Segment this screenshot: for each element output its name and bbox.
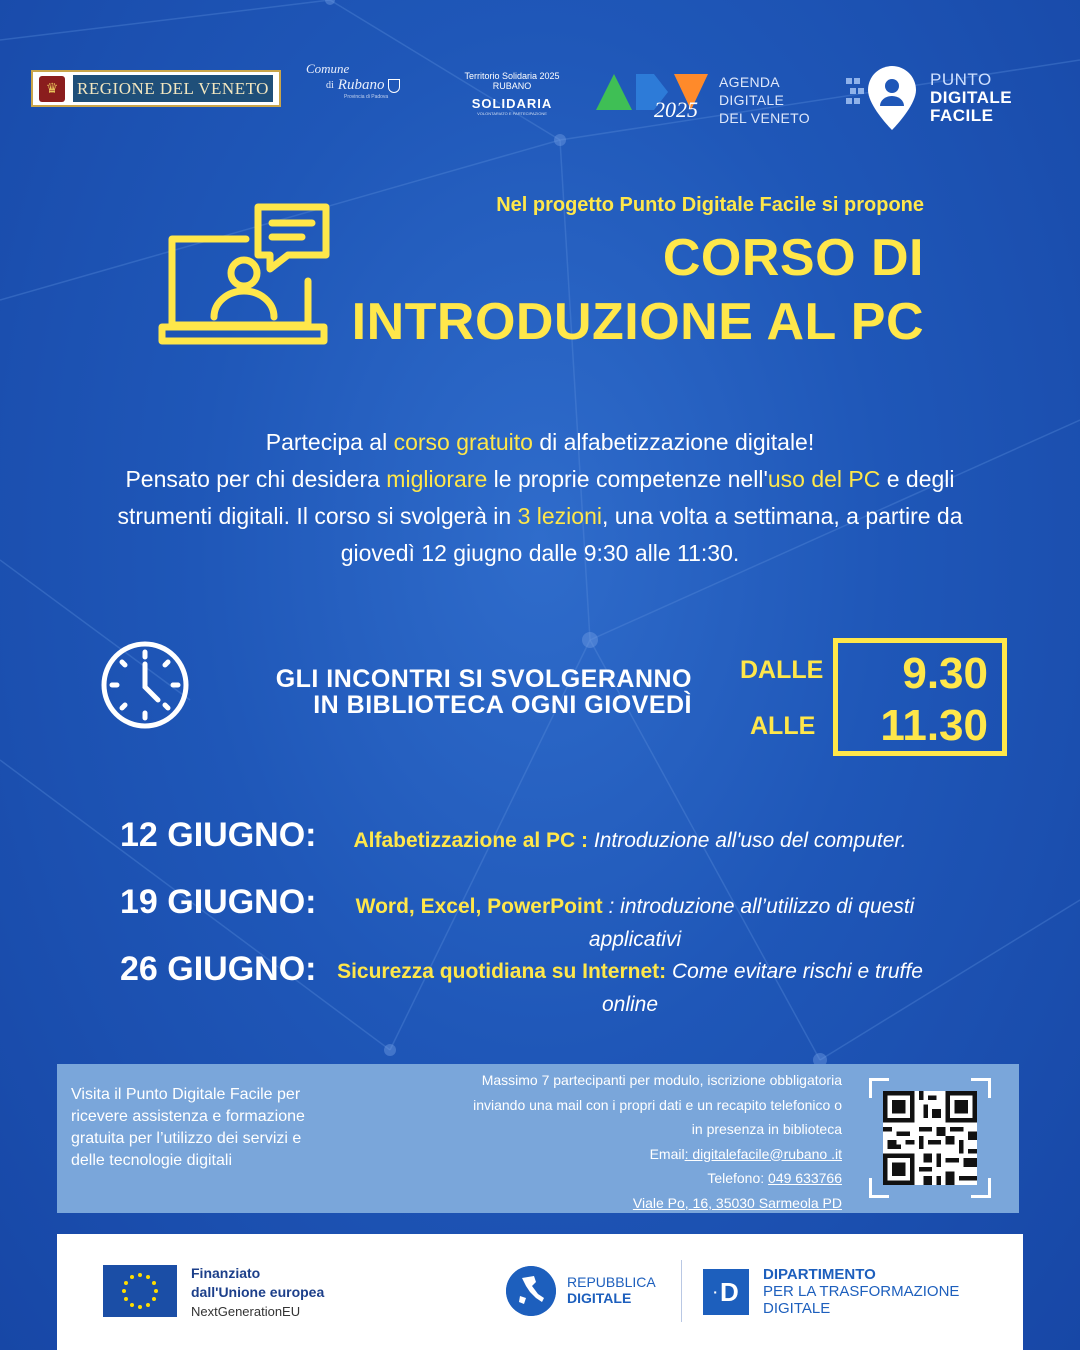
info-line-3: in presenza in biblioteca [691, 1121, 842, 1137]
title-line-2: INTRODUZIONE AL PC [351, 293, 924, 351]
pdf-text [930, 71, 1012, 125]
pdf-line-1: PUNTO [930, 70, 992, 89]
lesson-name: Word, Excel, PowerPoint [355, 895, 603, 918]
pdf-line-2: DIGITALE [930, 88, 1013, 107]
info-line-2: inviando una mail con i propri dati e un recapito telefonico o [473, 1096, 842, 1113]
rubano-logo-name: Rubano [337, 77, 385, 93]
eu-line-2: dall'Unione europea [191, 1284, 325, 1300]
adv-line-1: AGENDA [719, 74, 780, 90]
phone-label: Telefono: [707, 1170, 769, 1186]
email-link[interactable]: : digitalefacile@rubano .it [684, 1145, 842, 1162]
intro-text: strumenti digitali. Il corso si svolgerà in [117, 503, 518, 529]
eu-funding-text [191, 1264, 324, 1321]
dip-line-2: PER LA TRASFORMAZIONE [763, 1283, 960, 1300]
eu-line-3: NextGenerationEU [191, 1304, 301, 1319]
rubano-shield-icon [388, 79, 400, 93]
intro-line-3 [50, 498, 1030, 535]
location-person-icon [842, 64, 922, 134]
comune-rubano-logo [306, 63, 426, 113]
from-time: 9.30 [902, 649, 988, 698]
lesson-separator: : [575, 829, 594, 852]
lesson-description [320, 955, 940, 1021]
dipartimento-text [763, 1266, 959, 1317]
intro-line-4: giovedì 12 giugno dalle 9:30 alle 11:30. [340, 540, 740, 566]
intro-text: Partecipa al [265, 429, 394, 455]
dipartimento-logo-icon: · D [703, 1269, 749, 1315]
phone-link[interactable]: 049 633766 [768, 1170, 842, 1186]
adv-line-3: DEL VENETO [719, 110, 810, 126]
adv-year: 2025 [654, 97, 698, 122]
pdf-line-3: FACILE [930, 106, 994, 125]
title-line-1: CORSO DI [662, 229, 924, 287]
intro-text: Pensato per chi desidera [125, 466, 387, 492]
from-label: DALLE [740, 656, 824, 684]
adv-text [719, 73, 810, 127]
lesson-text: Come evitare rischi e truffe online [601, 960, 923, 1016]
address-link[interactable]: Viale Po, 16, 35030 Sarmeola PD [632, 1194, 842, 1211]
intro-paragraph [50, 424, 1030, 572]
intro-text: le proprie competenze nell' [487, 466, 768, 492]
rep-line-1: REPUBBLICA [567, 1274, 656, 1290]
time-box [833, 638, 1007, 756]
solidaria-top: Territorio Solidaria 2025 [464, 71, 560, 81]
solidaria-main: SOLIDARIA [471, 96, 553, 111]
intro-highlight: 3 lezioni [517, 503, 602, 529]
solidaria-logo [452, 71, 572, 116]
solidaria-sub: VOLONTARIATO E PARTECIPAZIONE [477, 111, 547, 116]
visit-text: Visita il Punto Digitale Facile per ricevere assistenza e formazione gratuita per l’utilizzo dei servizi e delle tecnologie digitali [71, 1086, 305, 1169]
intro-text: , una volta a settimana, a partire da [601, 503, 963, 529]
intro-line-1 [50, 424, 1030, 461]
dip-line-1: DIPARTIMENTO [763, 1266, 876, 1283]
italy-map-icon [506, 1266, 556, 1316]
info-line-1: Massimo 7 partecipanti per modulo, iscrizione obbligatoria [481, 1072, 842, 1088]
location-line-2: IN BIBLIOTECA OGNI GIOVEDÌ [313, 691, 692, 719]
phone-row [397, 1166, 842, 1191]
repubblica-digitale-text [567, 1274, 656, 1306]
lesson-date: 19 GIUGNO: [120, 883, 317, 921]
lion-crest-icon: ♛ [39, 76, 65, 102]
page-title [340, 226, 924, 354]
subtitle: Nel progetto Punto Digitale Facile si propone [496, 194, 924, 216]
email-row [397, 1142, 842, 1167]
lesson-text: Introduzione all'uso del computer. [593, 829, 907, 852]
eu-line-1: Finanziato [191, 1265, 261, 1281]
registration-info [397, 1068, 842, 1215]
rubano-logo-top: Comune [306, 61, 350, 76]
meeting-location [200, 666, 692, 718]
punto-digitale-facile-logo [842, 64, 1022, 134]
address-row [397, 1191, 842, 1216]
lesson-date: 26 GIUGNO: [120, 950, 317, 988]
to-label: ALLE [750, 712, 816, 740]
intro-highlight: corso gratuito [393, 429, 533, 455]
lesson-date: 12 GIUGNO: [120, 816, 317, 854]
rubano-logo-di: di [326, 80, 334, 91]
rep-line-2: DIGITALE [567, 1290, 632, 1306]
rubano-logo-sub: Provincia di Padova [344, 94, 389, 100]
email-label: Email [649, 1145, 685, 1162]
intro-highlight: migliorare [386, 466, 488, 492]
to-time: 11.30 [880, 701, 988, 750]
lesson-name: Alfabetizzazione al PC [353, 829, 576, 852]
regione-veneto-logo [31, 70, 281, 107]
intro-line-2 [50, 461, 1030, 498]
lesson-text: introduzione all’utilizzo di questi applicativi [588, 895, 915, 951]
clock-icon [100, 640, 190, 730]
footer [57, 1234, 1023, 1350]
intro-text: di alfabetizzazione digitale! [532, 429, 815, 455]
intro-highlight: uso del PC [767, 466, 881, 492]
eu-flag-icon [103, 1265, 177, 1317]
qr-code-icon [883, 1091, 977, 1185]
footer-divider [681, 1260, 682, 1322]
laptop-chat-icon [158, 203, 332, 349]
regione-veneto-label: REGIONE DEL VENETO [73, 75, 273, 102]
lesson-separator: : [602, 895, 621, 918]
dip-letter: D [719, 1276, 739, 1307]
agenda-digitale-veneto-logo [596, 70, 826, 130]
intro-text: e degli [880, 466, 955, 492]
lesson-description [320, 890, 950, 956]
solidaria-town: RUBANO [492, 81, 532, 91]
lesson-description [320, 824, 940, 857]
location-line-1: GLI INCONTRI SI SVOLGERANNO [275, 665, 692, 693]
qr-code[interactable] [869, 1078, 991, 1198]
info-panel [57, 1064, 1019, 1213]
dip-line-3: DIGITALE [763, 1300, 831, 1317]
lesson-name: Sicurezza quotidiana su Internet: [337, 960, 667, 983]
adv-line-2: DIGITALE [719, 92, 785, 108]
